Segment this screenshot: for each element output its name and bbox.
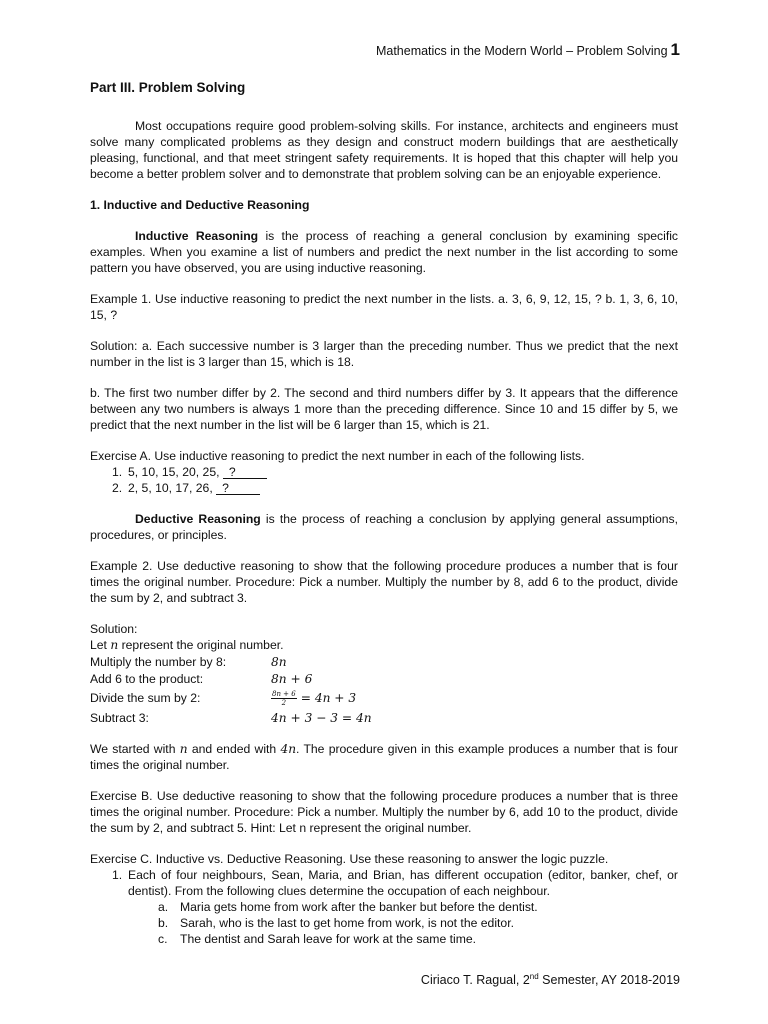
page-header bbox=[376, 40, 680, 60]
answer-blank: ? bbox=[216, 482, 260, 495]
exercise-c-list bbox=[90, 867, 678, 899]
solution-2 bbox=[90, 621, 678, 726]
answer-blank: ? bbox=[223, 466, 267, 479]
clue-item: a. Maria gets home from work after the banker but before the dentist. bbox=[158, 900, 538, 914]
exercise-a-intro: Exercise A. Use inductive reasoning to predict the next number in each of the following lists. bbox=[90, 449, 585, 463]
exercise-c-intro: Exercise C. Inductive vs. Deductive Reasoning. Use these reasoning to answer the logic puzzle. bbox=[90, 852, 609, 866]
exercise-a bbox=[90, 448, 678, 496]
example-1: Example 1. Use inductive reasoning to predict the next number in the lists. a. 3, 6, 9, 12, 15, ? b. 1, 3, 6, 10, 15, ? bbox=[90, 292, 678, 322]
step-row: Divide the sum by 2: $\frac{8n + 6}{2}$ = 4n + 3 bbox=[90, 689, 357, 707]
inductive-term: Inductive Reasoning bbox=[135, 229, 259, 243]
deductive-term: Deductive Reasoning bbox=[135, 512, 261, 526]
exercise-c bbox=[90, 851, 678, 947]
conclusion-2: We started with n and ended with 4n. The procedure given in this example produces a number that is four times the original number. bbox=[90, 742, 678, 772]
step-row: Multiply the number by 8: 8n bbox=[90, 654, 287, 669]
exercise-b: Exercise B. Use deductive reasoning to show that the following procedure produces a number that is three times the original number. Procedure: Pick a number. Multiply the number by 6, add 10 to the product, divide the sum by 2, and subtract 5. Hint: Let n represent the original number. bbox=[90, 789, 678, 835]
section-title: 1. Inductive and Deductive Reasoning bbox=[90, 198, 310, 212]
page-number: 1 bbox=[670, 40, 680, 59]
step-row: Add 6 to the product: 8n + 6 bbox=[90, 671, 313, 686]
exercise-a-list bbox=[90, 464, 678, 496]
clue-item: c. The dentist and Sarah leave for work at the same time. bbox=[158, 932, 477, 946]
part-title: Part III. Problem Solving bbox=[90, 80, 246, 95]
main-content bbox=[90, 76, 678, 947]
inductive-definition: Inductive Reasoning is the process of reaching a general conclusion by examining specific examples. When you examine a list of numbers and predict the next number in the list according to some pattern you have observed, you are using inductive reasoning. bbox=[90, 229, 679, 275]
deductive-definition: Deductive Reasoning is the process of reaching a conclusion by applying general assumptions, procedures, or principles. bbox=[90, 512, 678, 542]
clue-item: b. Sarah, who is the last to get home from work, is not the editor. bbox=[158, 916, 514, 930]
step-row: Subtract 3: 4n + 3 − 3 = 4n bbox=[90, 710, 372, 725]
fraction: $\frac{8n + 6}{2}$ bbox=[272, 689, 296, 707]
solution-1a: Solution: a. Each successive number is 3 larger than the preceding number. Thus we predict that the next number in the list is 3 larger than 15, which is 18. bbox=[90, 339, 678, 369]
header-title: Mathematics in the Modern World – Problem Solving bbox=[375, 44, 668, 58]
list-item: 1. 5, 10, 15, 20, 25, ? bbox=[90, 464, 678, 480]
list-item: 1. Each of four neighbours, Sean, Maria, and Brian, has different occupation (editor, banker, chef, or dentist). From the following clues determine the occupation of each neighbour. bbox=[112, 868, 678, 898]
example-2: Example 2. Use deductive reasoning to show that the following procedure produces a number that is four times the original number. Procedure: Pick a number. Multiply the number by 8, add 6 to the product, divide the sum by 2, and subtract 3. bbox=[90, 559, 678, 605]
solution-2-let: Let n represent the original number. bbox=[90, 638, 284, 652]
clue-list bbox=[90, 899, 678, 947]
list-item: 2. 2, 5, 10, 17, 26, ? bbox=[90, 480, 678, 496]
solution-2-label: Solution: bbox=[90, 622, 138, 636]
solution-1b: b. The first two number differ by 2. The second and third numbers differ by 3. It appears that the difference between any two numbers is always 1 more than the preceding difference. Since 10 and 15 differ by 5, we predict that the next number in the list will be 6 larger than 15, which is 21. bbox=[90, 386, 678, 432]
page-footer: Ciriaco T. Ragual, 2nd Semester, AY 2018-2019 bbox=[420, 972, 680, 988]
intro-paragraph: Most occupations require good problem-solving skills. For instance, architects and engineers must solve many complicated problems as they design and construct modern buildings that are aesthetically pleasing, functional, and that meet stringent safety requirements. It is hoped that this chapter will help you become a better problem solver and to demonstrate that problem solving can be an enjoyable experience. bbox=[90, 119, 678, 181]
